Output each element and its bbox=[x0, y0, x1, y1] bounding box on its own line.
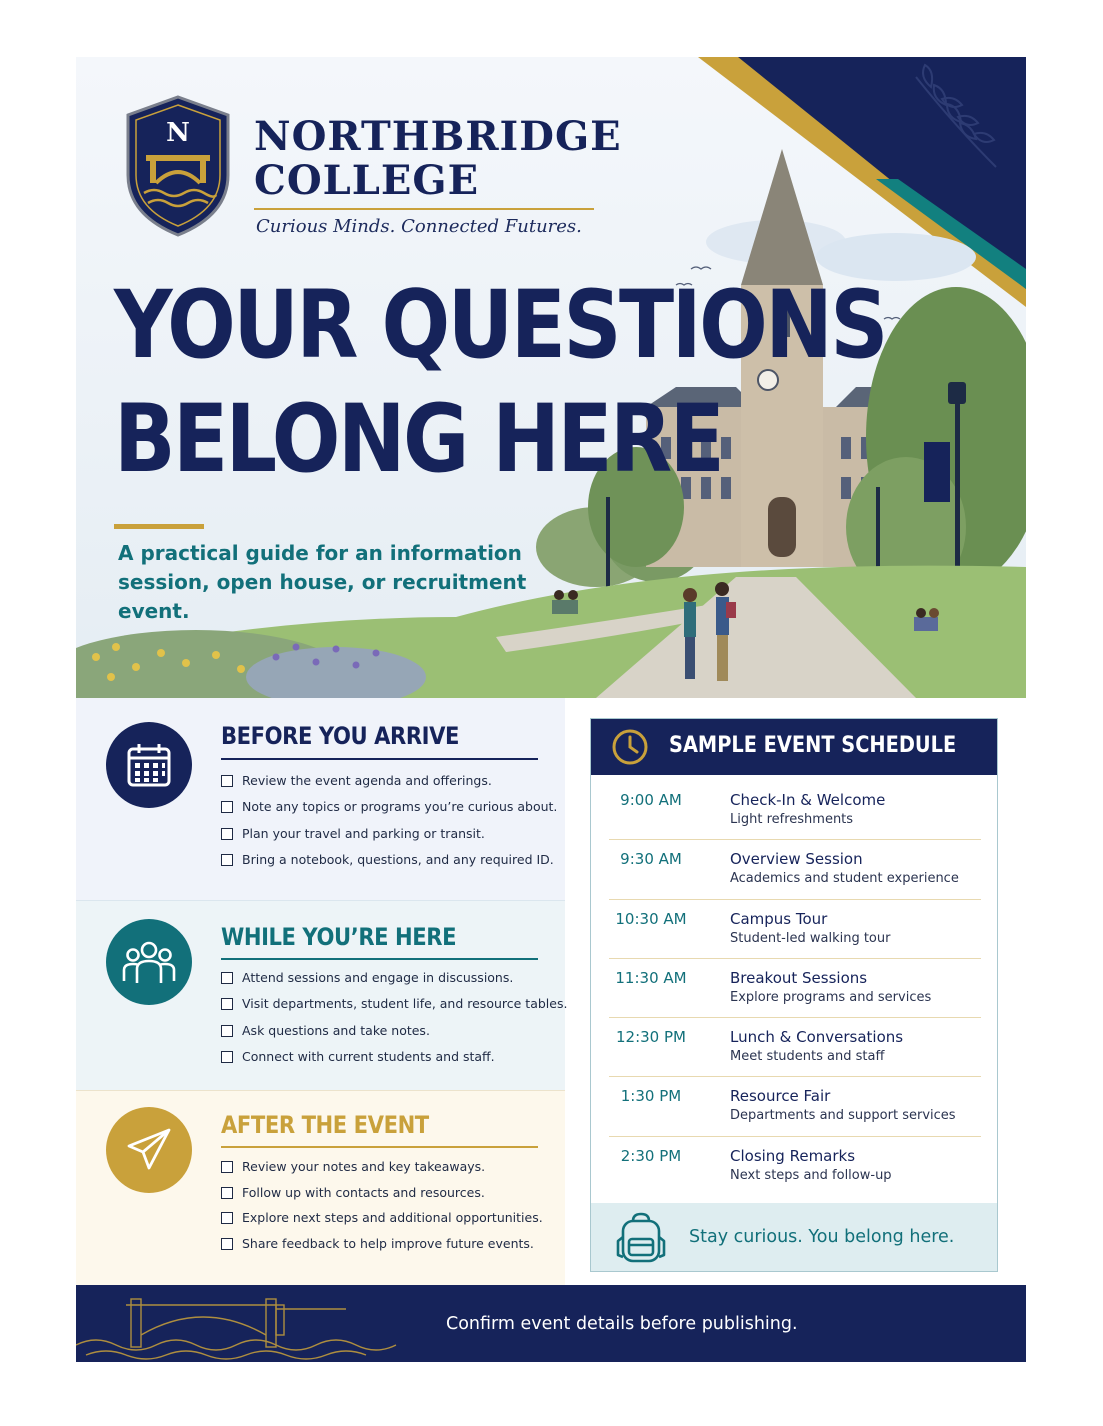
schedule-event: Overview Session bbox=[730, 850, 863, 869]
section-divider bbox=[221, 958, 538, 960]
checklist bbox=[221, 1154, 543, 1256]
schedule-row bbox=[609, 1018, 981, 1077]
schedule-time: 1:30 PM bbox=[620, 1087, 682, 1106]
section-after-the-event bbox=[76, 1090, 565, 1285]
schedule-row bbox=[609, 781, 981, 840]
checkbox[interactable] bbox=[221, 1187, 233, 1199]
college-tagline: Curious Minds. Connected Futures. bbox=[256, 216, 582, 237]
checklist-item: Note any topics or programs you’re curious about. bbox=[221, 794, 557, 820]
schedule-description: Light refreshments bbox=[730, 812, 854, 827]
checkbox[interactable] bbox=[221, 1161, 233, 1173]
schedule-row bbox=[609, 900, 981, 959]
schedule-footer-text: Stay curious. You belong here. bbox=[689, 1227, 955, 1247]
college-name-line1: NORTHBRIDGE bbox=[254, 113, 622, 160]
section-before-you-arrive bbox=[76, 698, 565, 900]
schedule-title: SAMPLE EVENT SCHEDULE bbox=[669, 733, 957, 758]
checklist-item: Review the event agenda and offerings. bbox=[221, 768, 557, 794]
schedule-row bbox=[609, 959, 981, 1018]
checklist-item: Share feedback to help improve future events. bbox=[221, 1231, 543, 1257]
schedule-time: 11:30 AM bbox=[615, 968, 687, 987]
footer-note: Confirm event details before publishing. bbox=[446, 1314, 798, 1334]
schedule-time: 9:00 AM bbox=[620, 791, 682, 809]
checkbox[interactable] bbox=[221, 1238, 233, 1250]
headline-divider bbox=[114, 524, 204, 529]
schedule-time: 12:30 PM bbox=[616, 1028, 686, 1047]
checklist-item: Attend sessions and engage in discussions. bbox=[221, 965, 567, 991]
headline-line1: YOUR QUESTIONS bbox=[114, 271, 886, 380]
checklist-item: Plan your travel and parking or transit. bbox=[221, 821, 557, 847]
schedule-footer bbox=[591, 1203, 997, 1271]
section-divider bbox=[221, 758, 538, 760]
checklist-item: Review your notes and key takeaways. bbox=[221, 1154, 543, 1180]
checkbox[interactable] bbox=[221, 775, 233, 787]
schedule-description: Student-led walking tour bbox=[730, 930, 891, 946]
schedule-event: Lunch & Conversations bbox=[730, 1028, 904, 1047]
event-schedule-panel bbox=[590, 718, 998, 1272]
schedule-event: Resource Fair bbox=[730, 1087, 831, 1106]
schedule-description: Meet students and staff bbox=[730, 1049, 885, 1065]
section-divider bbox=[221, 1146, 538, 1148]
schedule-time: 9:30 AM bbox=[620, 850, 682, 869]
crest-letter: N bbox=[166, 118, 190, 148]
college-crest-logo bbox=[124, 95, 232, 237]
name-divider bbox=[254, 208, 594, 210]
schedule-row bbox=[609, 1077, 981, 1136]
checklist-item: Explore next steps and additional opportunities. bbox=[221, 1205, 543, 1231]
calendar-icon bbox=[106, 722, 192, 808]
checkbox[interactable] bbox=[221, 828, 233, 840]
footer-bar bbox=[76, 1285, 1026, 1362]
checklist-item: Bring a notebook, questions, and any required ID. bbox=[221, 847, 557, 873]
schedule-list bbox=[609, 781, 981, 1196]
schedule-row bbox=[609, 840, 981, 899]
section-title: BEFORE YOU ARRIVE bbox=[221, 722, 459, 750]
schedule-time: 2:30 PM bbox=[620, 1146, 682, 1165]
checkbox[interactable] bbox=[221, 801, 233, 813]
paper-plane-icon bbox=[106, 1107, 192, 1193]
schedule-description: Departments and support services bbox=[730, 1108, 956, 1124]
section-title: AFTER THE EVENT bbox=[221, 1111, 429, 1139]
schedule-event: Campus Tour bbox=[730, 909, 828, 928]
page-headline bbox=[114, 269, 886, 497]
checkbox[interactable] bbox=[221, 998, 233, 1010]
college-name-line2: COLLEGE bbox=[254, 157, 480, 204]
backpack-icon bbox=[615, 1211, 667, 1263]
college-name bbox=[254, 115, 622, 203]
checkbox[interactable] bbox=[221, 1051, 233, 1063]
hero-section bbox=[76, 57, 1026, 698]
schedule-row bbox=[609, 1137, 981, 1196]
checkbox[interactable] bbox=[221, 1025, 233, 1037]
schedule-header bbox=[591, 719, 997, 775]
event-poster bbox=[76, 57, 1026, 1362]
hero-subhead: A practical guide for an information session, open house, or recruitment event. bbox=[118, 541, 527, 623]
schedule-event: Closing Remarks bbox=[730, 1146, 856, 1165]
checklist bbox=[221, 965, 567, 1070]
checkbox[interactable] bbox=[221, 854, 233, 866]
checkbox[interactable] bbox=[221, 972, 233, 984]
checklist bbox=[221, 768, 557, 873]
checklist-item: Connect with current students and staff. bbox=[221, 1044, 567, 1070]
schedule-description: Academics and student experience bbox=[730, 871, 959, 887]
schedule-description: Explore programs and services bbox=[730, 989, 932, 1005]
checklist-item: Follow up with contacts and resources. bbox=[221, 1180, 543, 1206]
headline-line2: BELONG HERE bbox=[114, 385, 723, 494]
schedule-event: Check-In & Welcome bbox=[730, 791, 886, 809]
checklist-item: Ask questions and take notes. bbox=[221, 1018, 567, 1044]
schedule-time: 10:30 AM bbox=[615, 909, 687, 928]
section-while-youre-here bbox=[76, 900, 568, 1090]
clock-icon bbox=[611, 728, 649, 766]
schedule-event: Breakout Sessions bbox=[730, 968, 868, 987]
bridge-line-art bbox=[76, 1285, 426, 1362]
people-group-icon bbox=[106, 919, 192, 1005]
schedule-description: Next steps and follow-up bbox=[730, 1167, 892, 1183]
checkbox[interactable] bbox=[221, 1212, 233, 1224]
checklist-item: Visit departments, student life, and resource tables. bbox=[221, 991, 567, 1017]
section-title: WHILE YOU’RE HERE bbox=[221, 923, 457, 951]
